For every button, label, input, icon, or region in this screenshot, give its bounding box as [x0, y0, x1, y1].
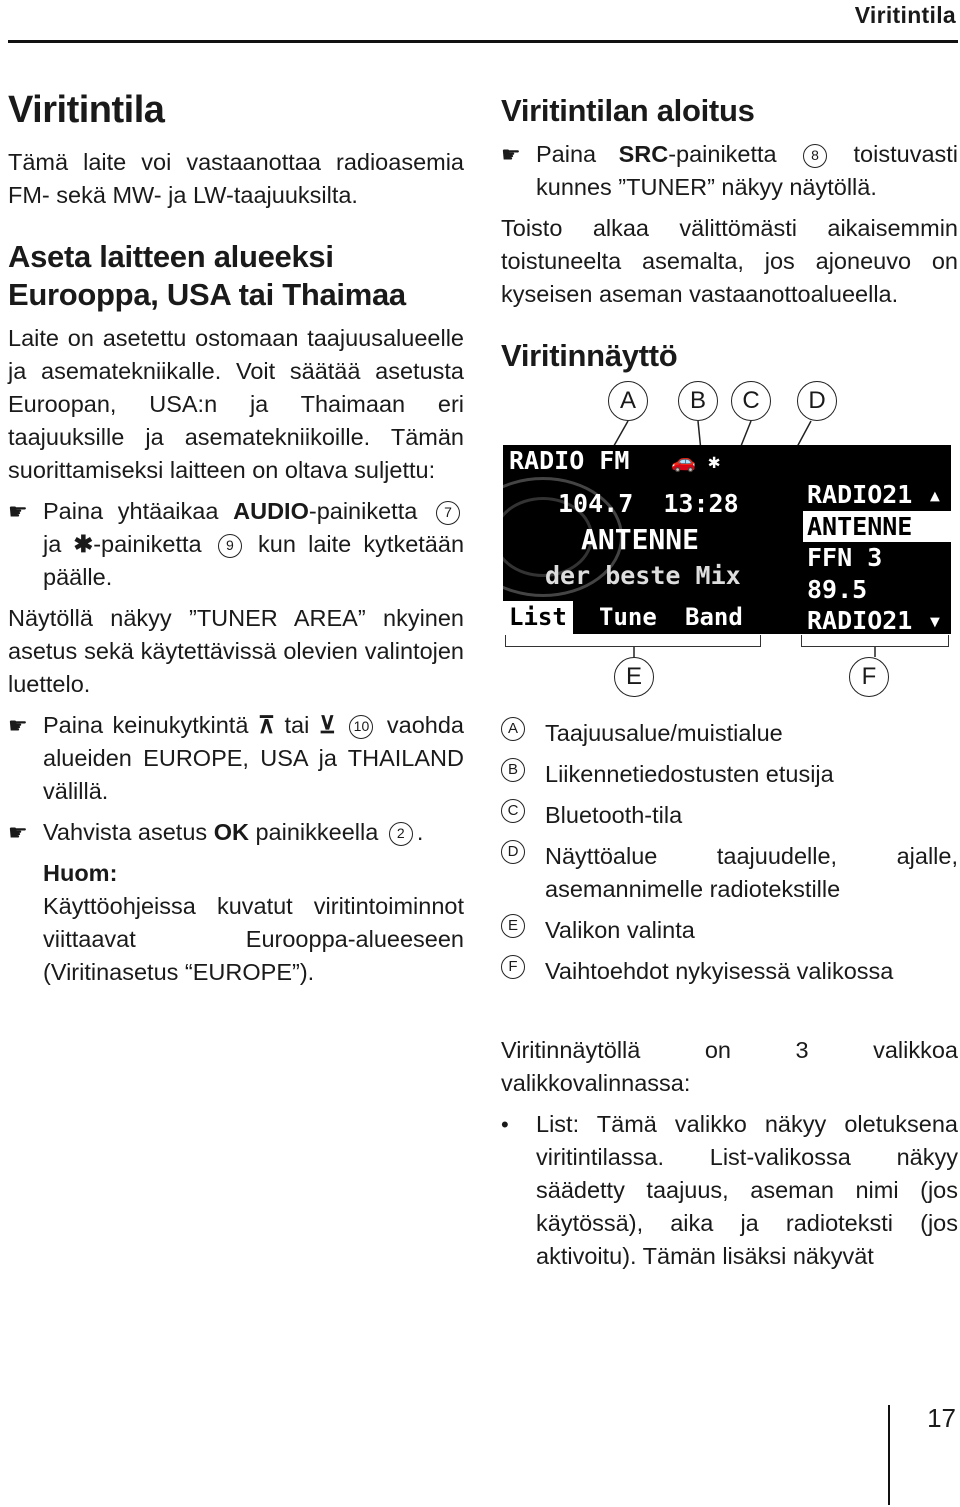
pointing-hand-icon: ☛ — [8, 820, 28, 845]
ok-key: OK — [213, 819, 249, 845]
list-menu-bullet: • List: Tämä valikko näkyy oletuksena viritintilassa. List-valikossa näkyy säädetty taajuus, aseman nimi (jos käytössä), aika ja radioteksti (jos aktivoitu). Tämän lisäksi näkyvät — [501, 1108, 958, 1273]
lcd-frequency-time: 104.7 13:28 — [558, 489, 739, 518]
step-src: ☛ Paina SRC-painiketta 8 toistuvasti kunnes ”TUNER” näkyy näytöllä. — [501, 138, 958, 204]
lcd-list-item: RADIO21 ▾ — [807, 606, 943, 634]
lcd-list-item: FFN 3 — [807, 543, 883, 572]
page-number: 17 — [927, 1403, 956, 1433]
rocker-up-icon: ⊼ — [257, 712, 276, 738]
page-title: Viritintila — [8, 89, 165, 131]
step-rocker: ☛ Paina keinukytkintä ⊼ tai ⊻ 10 vaohda alueiden EUROPE, USA ja THAILAND välillä. — [8, 709, 464, 808]
callout-lines-bottom — [501, 381, 958, 691]
button-number-9: 9 — [218, 534, 242, 558]
lcd-tab-list: List — [503, 601, 573, 634]
display-legend — [501, 717, 958, 988]
callout-d: D — [797, 381, 837, 421]
lcd-tab-band: Band — [685, 603, 743, 631]
intro-text: Tämä laite voi vastaanottaa radioasemia FM- sekä MW- ja LW-taajuuksilta. — [8, 149, 464, 208]
callout-e: E — [614, 657, 654, 697]
callout-c: C — [731, 381, 771, 421]
src-key: SRC — [618, 141, 669, 167]
asterisk-key-icon: ✱ — [73, 531, 94, 557]
step-confirm: ☛ Vahvista asetus OK painikkeella 2 . — [8, 816, 464, 849]
display-heading: Viritinnäyttö — [501, 338, 678, 373]
legend-item: D Näyttöalue taajuudelle, ajalle, asemannimelle radiotekstille — [501, 840, 958, 906]
start-heading: Viritintilan aloitus — [501, 93, 755, 128]
lcd-status-icons: 🚗 ✱ — [671, 449, 720, 473]
menus-text: Viritinnäytöllä on 3 valikkoa valikkovalinnassa: — [501, 1037, 958, 1096]
lcd-list-item: RADIO21 ▴ — [807, 480, 943, 509]
legend-item: E Valikon valinta — [501, 914, 958, 947]
legend-item: A Taajuusalue/muistialue — [501, 717, 958, 750]
callout-b: B — [678, 381, 718, 421]
audio-key: AUDIO — [233, 498, 309, 524]
pointing-hand-icon: ☛ — [8, 713, 28, 738]
lcd-band: RADIO FM — [509, 446, 630, 475]
lcd-list-item: 89.5 — [807, 574, 868, 604]
step-audio: ☛ Paina yhtäaikaa AUDIO-painiketta 7 ja ✱-painiketta 9 kun laite kytketään päälle. — [8, 495, 464, 594]
button-number-8: 8 — [803, 144, 827, 168]
pointing-hand-icon: ☛ — [501, 142, 521, 167]
section-header-title: Viritintila — [854, 2, 956, 28]
right-column — [501, 92, 958, 1273]
left-column — [8, 88, 464, 989]
header-rule — [8, 40, 958, 43]
legend-item: B Liikennetiedostusten etusija — [501, 758, 958, 791]
pointing-hand-icon: ☛ — [8, 499, 28, 524]
region-text: Laite on asetettu ostomaan taajuusalueelle ja asematekniikalle. Voit säätää asetusta Euroopan, USA:n ja Thaimaan eri taajuuksille ja asematekniikoille. Tämän suorittamiseksi laitteen on oltava suljettu: — [8, 325, 464, 483]
note-label: Huom: — [43, 860, 118, 886]
lcd-list-item-selected: ANTENNE — [803, 511, 951, 543]
button-number-7: 7 — [436, 501, 460, 525]
lcd-station-name: ANTENNE — [581, 523, 700, 556]
button-number-10: 10 — [349, 715, 373, 739]
lcd-tab-tune: Tune — [599, 603, 657, 631]
callout-f: F — [849, 657, 889, 697]
start-text: Toisto alkaa välittömästi aikaisemmin toistuneelta asemalta, jos ajoneuvo on kyseisen aseman vastaanottoalueella. — [501, 215, 958, 307]
region-heading: Aseta laitteen alueeksi Eurooppa, USA tai Thaimaa — [8, 239, 406, 312]
callout-a: A — [608, 381, 648, 421]
page-number-rule — [888, 1405, 890, 1505]
bullet-icon: • — [501, 1112, 509, 1137]
area-text: Näytöllä näkyy ”TUNER AREA” nkyinen asetus sekä käytettävissä olevien valintojen luettelo. — [8, 605, 464, 697]
rocker-down-icon: ⊻ — [318, 712, 336, 738]
note-text: Käyttöohjeissa kuvatut viritintoiminnot viittaavat Eurooppa-alueeseen (Viritinasetus “EUROPE”). — [43, 893, 464, 985]
legend-item: F Vaihtoehdot nykyisessä valikossa — [501, 955, 958, 988]
button-number-2: 2 — [389, 822, 413, 846]
tuner-display-figure — [501, 381, 958, 691]
lcd-radiotext: der beste Mix — [545, 561, 741, 590]
legend-item: C Bluetooth-tila — [501, 799, 958, 832]
